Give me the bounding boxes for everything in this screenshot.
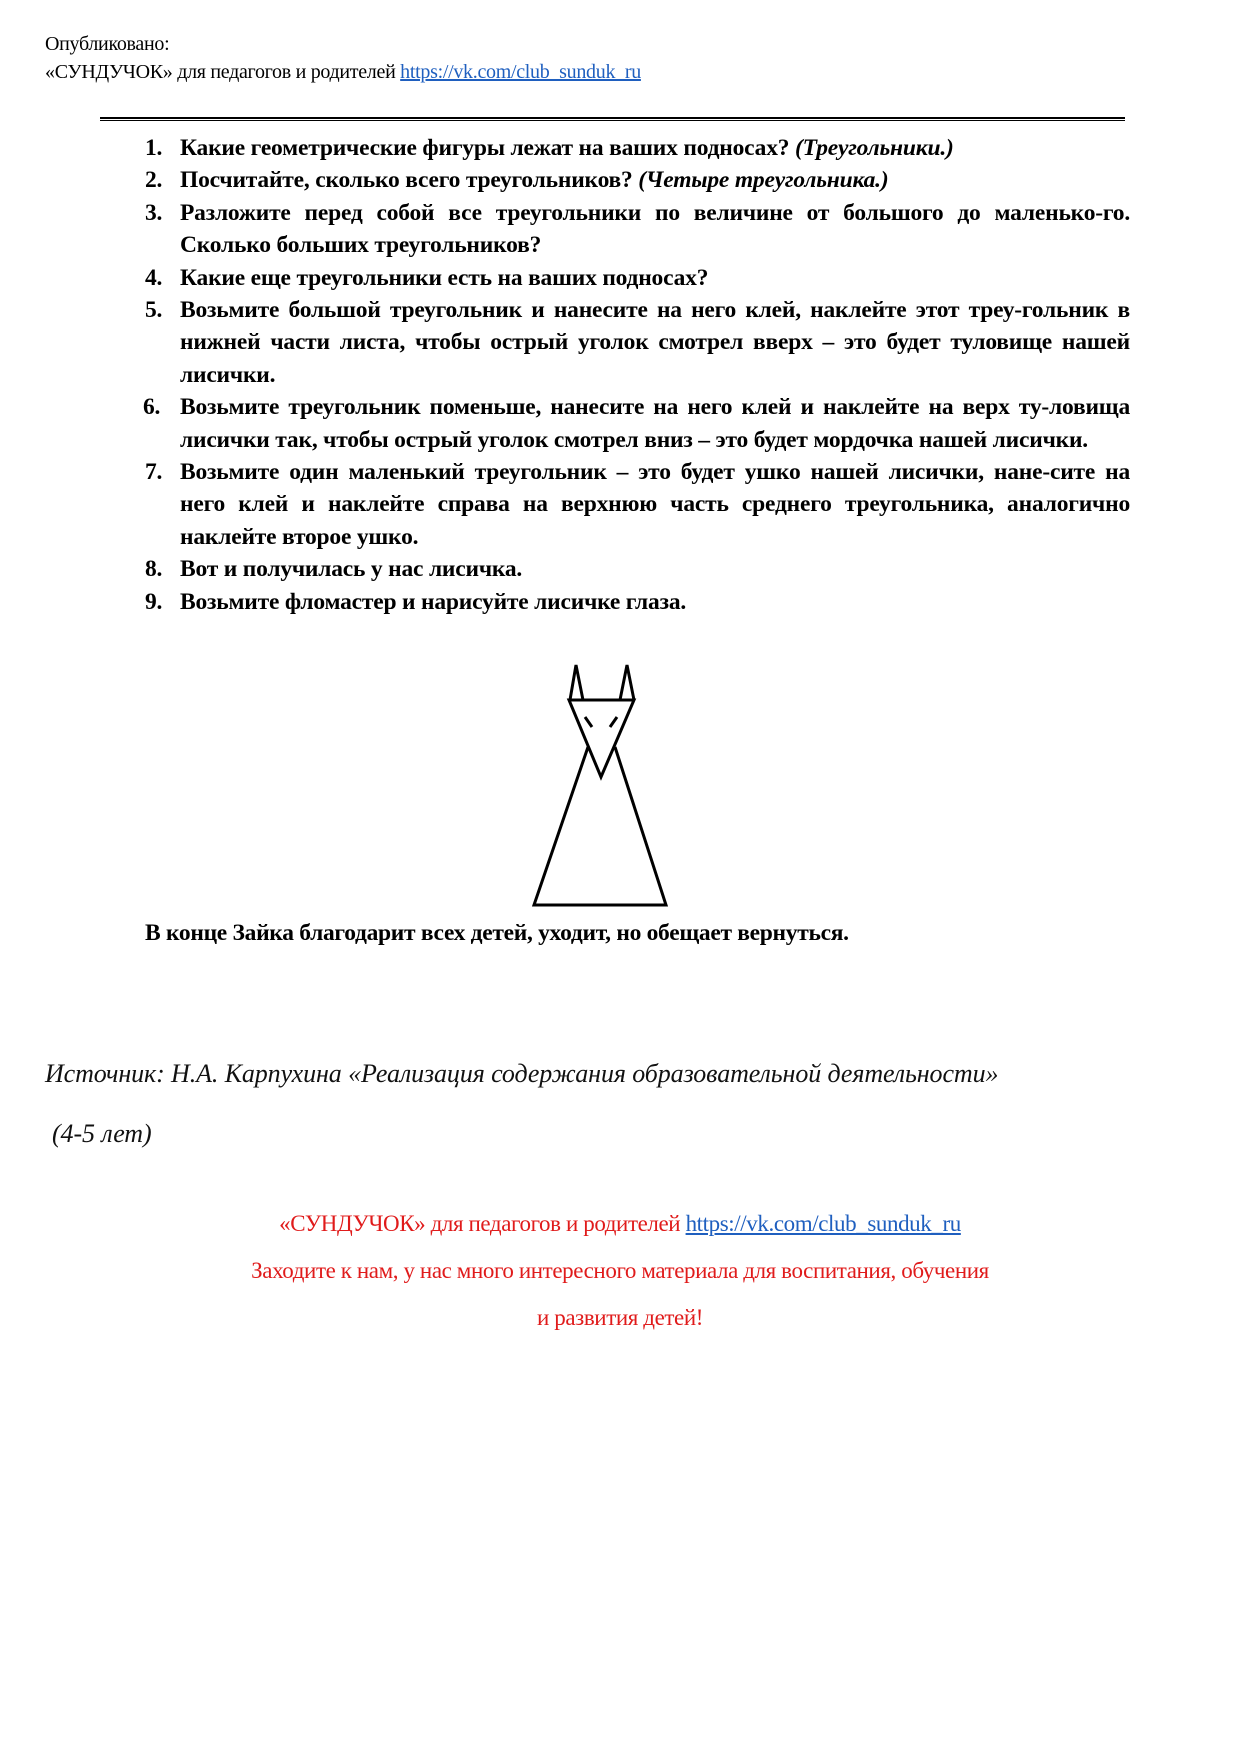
source-age: (4-5 лет) — [52, 1119, 152, 1148]
source-line: Источник: Н.А. Карпухина «Реализация содержания образовательной деятельности» — [45, 1059, 999, 1088]
footer-promo — [0, 1200, 1240, 1341]
list-item — [145, 164, 1130, 196]
published-label: Опубликовано: — [45, 33, 170, 55]
publisher-text: «СУНДУЧОК» для педагогов и родителей — [45, 61, 401, 83]
footer-publisher-link[interactable]: https://vk.com/club_sunduk_ru — [685, 1211, 961, 1236]
step-text: Возьмите большой треугольник и нанесите на него клей, наклейте этот треу-гольник в нижней части листа, чтобы острый уголок смотрел вверх – это будет туловище нашей лисички. — [180, 297, 1130, 388]
step-text: Возьмите фломастер и нарисуйте лисичке глаза. — [180, 588, 687, 615]
list-item — [145, 586, 1130, 618]
source-citation — [45, 1044, 998, 1164]
fox-illustration — [525, 660, 675, 915]
step-text: Вот и получилась у нас лисичка. — [180, 556, 523, 583]
list-item — [145, 197, 1130, 262]
footer-invite-line-2: и развития детей! — [536, 1305, 704, 1330]
step-number: 9. — [145, 588, 163, 615]
step-number: 6. — [143, 394, 161, 421]
step-number: 5. — [145, 297, 163, 324]
closing-text: В конце Зайка благодарит всех детей, уходит, но обещает вернуться. — [145, 920, 849, 946]
step-text: Возьмите один маленький треугольник – это будет ушко нашей лисички, нане-сите на него клей и наклейте справа на верхнюю часть среднего треугольника, аналогично наклейте второе ушко. — [180, 459, 1130, 550]
publisher-link[interactable]: https://vk.com/club_sunduk_ru — [400, 61, 641, 83]
step-number: 7. — [145, 459, 163, 486]
step-text: Какие еще треугольники есть на ваших подносах? — [180, 264, 709, 291]
step-number: 3. — [145, 199, 163, 226]
step-text: Разложите перед собой все треугольники по величине от большого до маленько-го. Сколько больших треугольников? — [180, 199, 1130, 259]
list-item — [145, 456, 1130, 553]
footer-publisher-line — [0, 1200, 1240, 1247]
step-answer: (Треугольники.) — [795, 135, 954, 161]
step-number: 8. — [145, 556, 163, 583]
list-item — [145, 391, 1130, 456]
list-item — [145, 262, 1130, 294]
step-text: Возьмите треугольник поменьше, нанесите на него клей и наклейте на верх ту-ловища лисички так, чтобы острый уголок смотрел вниз – это будет мордочка нашей лисички. — [180, 394, 1130, 453]
published-header — [45, 30, 641, 86]
step-number: 2. — [145, 167, 163, 194]
step-text: Посчитайте, сколько всего треугольников? — [180, 167, 639, 194]
left-ear-icon — [570, 665, 583, 700]
instruction-list — [145, 132, 1130, 618]
step-number: 1. — [145, 135, 163, 161]
list-item — [145, 132, 1130, 164]
list-item — [145, 294, 1130, 391]
horizontal-rule — [100, 117, 1125, 121]
publisher-line — [45, 58, 641, 86]
step-number: 4. — [145, 264, 163, 291]
list-item — [145, 553, 1130, 585]
step-answer: (Четыре треугольника.) — [638, 167, 889, 194]
right-ear-icon — [620, 665, 634, 700]
head-triangle — [569, 700, 634, 777]
footer-invite-line: Заходите к нам, у нас много интересного материала для воспитания, обучения — [251, 1258, 989, 1283]
footer-publisher-text: «СУНДУЧОК» для педагогов и родителей — [279, 1211, 686, 1236]
step-text: Какие геометрические фигуры лежат на ваших подносах? — [180, 135, 795, 161]
